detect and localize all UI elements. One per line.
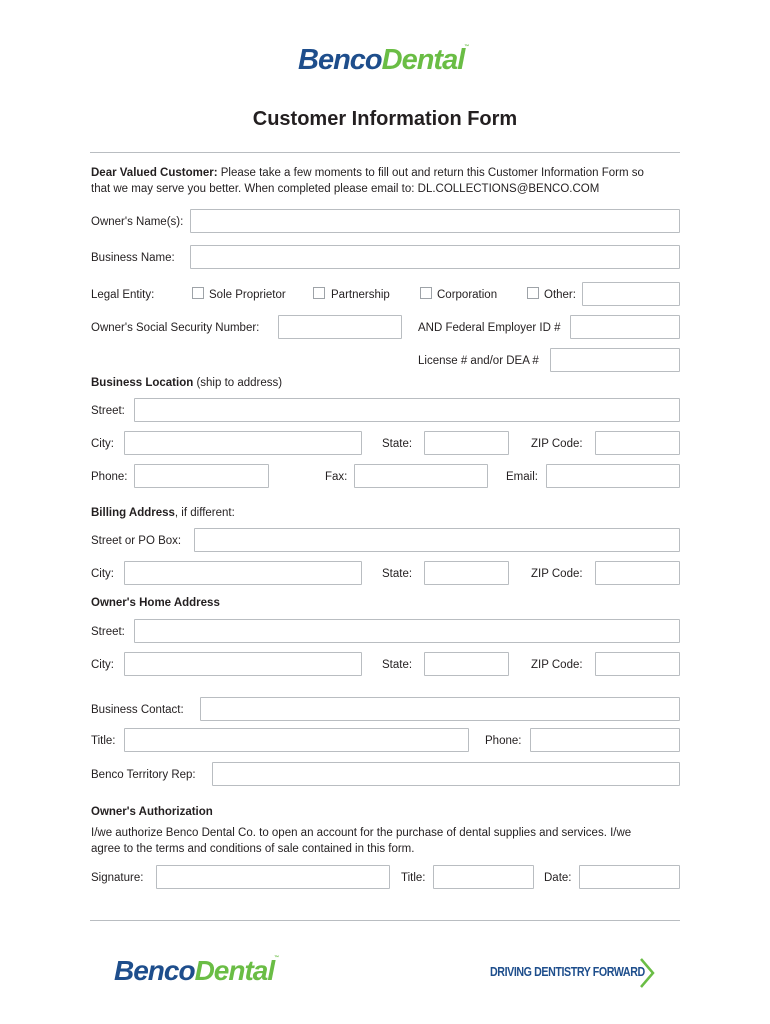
home-street-field[interactable] [134,619,680,643]
bl-email-field[interactable] [546,464,680,488]
partnership-label: Partnership [331,289,390,301]
partnership-checkbox[interactable] [313,287,325,299]
business-contact-label: Business Contact: [91,704,184,716]
intro-line-1: Dear Valued Customer: Please take a few moments to fill out and return this Customer Information Form so [91,167,644,179]
bl-state-field[interactable] [424,431,509,455]
benco-dental-logo: BencoDental™ [298,44,469,76]
ssn-field[interactable] [278,315,402,339]
footer-tagline: DRIVING DENTISTRY FORWARD [490,964,645,979]
footer-benco-dental-logo: BencoDental™ [114,955,279,986]
owners-names-field[interactable] [190,209,680,233]
bl-state-label: State: [382,438,413,450]
other-field[interactable] [582,282,680,306]
other-checkbox[interactable] [527,287,539,299]
authorization-line-1: I/we authorize Benco Dental Co. to open an account for the purchase of dental supplies and services. I/we [91,827,632,839]
owners-names-label: Owner's Name(s): [91,216,184,228]
billing-state-label: State: [382,568,413,580]
corporation-checkbox[interactable] [420,287,432,299]
license-field[interactable] [550,348,680,372]
contact-phone-field[interactable] [530,728,680,752]
business-name-field[interactable] [190,245,680,269]
billing-state-field[interactable] [424,561,509,585]
auth-date-label: Date: [544,872,572,884]
home-zip-label: ZIP Code: [531,659,583,671]
billing-zip-field[interactable] [595,561,680,585]
territory-rep-field[interactable] [212,762,680,786]
bl-phone-label: Phone: [91,471,128,483]
billing-city-field[interactable] [124,561,362,585]
bl-fax-label: Fax: [325,471,348,483]
fein-label: AND Federal Employer ID # [418,322,561,334]
fein-field[interactable] [570,315,680,339]
forward-arrow-icon [639,957,655,989]
footer-divider [90,920,680,921]
signature-field[interactable] [156,865,390,889]
bl-zip-field[interactable] [595,431,680,455]
auth-title-field[interactable] [433,865,534,889]
bl-street-field[interactable] [134,398,680,422]
intro-line-2: that we may serve you better. When completed please email to: DL.COLLECTIONS@BENCO.COM [91,183,600,195]
contact-title-label: Title: [91,735,116,747]
home-heading: Owner's Home Address [91,597,220,609]
billing-city-label: City: [91,568,114,580]
business-contact-field[interactable] [200,697,680,721]
ssn-label: Owner's Social Security Number: [91,322,260,334]
home-zip-field[interactable] [595,652,680,676]
bl-zip-label: ZIP Code: [531,438,583,450]
home-street-label: Street: [91,626,125,638]
corporation-label: Corporation [437,289,498,301]
contact-phone-label: Phone: [485,735,522,747]
billing-zip-label: ZIP Code: [531,568,583,580]
bl-phone-field[interactable] [134,464,269,488]
billing-street-label: Street or PO Box: [91,535,182,547]
business-name-label: Business Name: [91,252,175,264]
home-state-label: State: [382,659,413,671]
billing-street-field[interactable] [194,528,680,552]
page-title: Customer Information Form [252,108,518,130]
bl-email-label: Email: [506,471,538,483]
territory-rep-label: Benco Territory Rep: [91,769,196,781]
title-divider [90,152,680,153]
bl-city-label: City: [91,438,114,450]
home-state-field[interactable] [424,652,509,676]
bl-fax-field[interactable] [354,464,488,488]
other-label: Other: [544,289,576,301]
authorization-line-2: agree to the terms and conditions of sale contained in this form. [91,843,415,855]
sole-proprietor-label: Sole Proprietor [209,289,286,301]
contact-title-field[interactable] [124,728,469,752]
home-city-field[interactable] [124,652,362,676]
business-location-heading: Business Location (ship to address) [91,377,283,389]
auth-date-field[interactable] [579,865,680,889]
billing-heading: Billing Address, if different: [91,507,235,519]
legal-entity-label: Legal Entity: [91,289,155,301]
sole-proprietor-checkbox[interactable] [192,287,204,299]
authorization-heading: Owner's Authorization [91,806,213,818]
signature-label: Signature: [91,872,144,884]
license-label: License # and/or DEA # [418,355,539,367]
bl-city-field[interactable] [124,431,362,455]
home-city-label: City: [91,659,114,671]
bl-street-label: Street: [91,405,125,417]
auth-title-label: Title: [401,872,426,884]
